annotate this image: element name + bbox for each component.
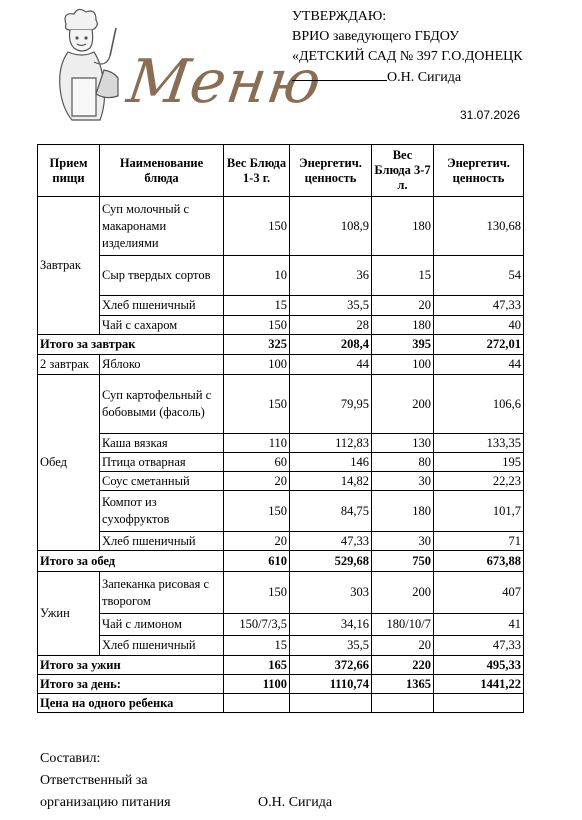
total-breakfast-row <box>38 335 524 355</box>
weight-1-cell: 150 <box>224 375 290 434</box>
table-row <box>38 532 524 551</box>
weight-2-cell: 15 <box>372 256 434 296</box>
responsible-label-1: Ответственный за <box>40 773 148 788</box>
weight-2-cell: 200 <box>372 375 434 434</box>
dish-cell: Соус сметанный <box>100 472 224 491</box>
weight-2-cell: 30 <box>372 472 434 491</box>
table-row <box>38 472 524 491</box>
total-weight-2: 220 <box>372 656 434 675</box>
total-energy-2: 1441,22 <box>434 675 524 694</box>
weight-1-cell: 20 <box>224 532 290 551</box>
price-row <box>38 694 524 713</box>
total-day-row <box>38 675 524 694</box>
total-energy-2: 673,88 <box>434 551 524 572</box>
approve-organization: «ДЕТСКИЙ САД № 397 Г.О.ДОНЕЦК <box>292 49 523 64</box>
table-row <box>38 316 524 335</box>
weight-1-cell: 10 <box>224 256 290 296</box>
approve-position: ВРИО заведующего ГБДОУ <box>292 29 460 44</box>
energy-2-cell: 54 <box>434 256 524 296</box>
dish-cell: Птица отварная <box>100 453 224 472</box>
table-row <box>38 491 524 532</box>
dish-cell: Хлеб пшеничный <box>100 296 224 316</box>
energy-1-cell: 35,5 <box>290 636 372 656</box>
table-header-row <box>38 145 524 197</box>
weight-2-cell: 130 <box>372 434 434 453</box>
total-weight-1: 325 <box>224 335 290 355</box>
approve-title: УТВЕРЖДАЮ: <box>292 9 387 24</box>
energy-2-cell: 130,68 <box>434 197 524 256</box>
header-weight-3-7: Вес Блюда 3-7 л. <box>372 145 434 197</box>
energy-2-cell: 44 <box>434 355 524 375</box>
table-row <box>38 614 524 636</box>
total-weight-1: 1100 <box>224 675 290 694</box>
total-weight-1: 610 <box>224 551 290 572</box>
total-label: Итого за ужин <box>38 656 224 675</box>
energy-1-cell: 79,95 <box>290 375 372 434</box>
total-weight-2: 1365 <box>372 675 434 694</box>
energy-2-cell: 133,35 <box>434 434 524 453</box>
total-label: Итого за обед <box>38 551 224 572</box>
dish-cell: Хлеб пшеничный <box>100 532 224 551</box>
table-row <box>38 355 524 375</box>
meal-dinner: Ужин <box>38 572 100 656</box>
price-label: Цена на одного ребенка <box>38 694 224 713</box>
weight-1-cell: 20 <box>224 472 290 491</box>
weight-2-cell: 200 <box>372 572 434 614</box>
price-cell <box>372 694 434 713</box>
energy-1-cell: 28 <box>290 316 372 335</box>
footer-signer: О.Н. Сигида <box>258 795 333 810</box>
table-row <box>38 375 524 434</box>
weight-1-cell: 150 <box>224 197 290 256</box>
energy-1-cell: 303 <box>290 572 372 614</box>
energy-2-cell: 106,6 <box>434 375 524 434</box>
energy-2-cell: 22,23 <box>434 472 524 491</box>
total-weight-2: 750 <box>372 551 434 572</box>
energy-2-cell: 47,33 <box>434 636 524 656</box>
energy-1-cell: 35,5 <box>290 296 372 316</box>
table-row <box>38 256 524 296</box>
weight-1-cell: 60 <box>224 453 290 472</box>
energy-1-cell: 44 <box>290 355 372 375</box>
energy-2-cell: 41 <box>434 614 524 636</box>
meal-second-breakfast: 2 завтрак <box>38 355 100 375</box>
header-dish: Наименование блюда <box>100 145 224 197</box>
dish-cell: Сыр твердых сортов <box>100 256 224 296</box>
footer <box>40 748 333 814</box>
energy-1-cell: 146 <box>290 453 372 472</box>
compiled-by-label: Составил: <box>40 751 101 766</box>
weight-1-cell: 150 <box>224 491 290 532</box>
total-dinner-row <box>38 656 524 675</box>
weight-1-cell: 15 <box>224 636 290 656</box>
table-row <box>38 636 524 656</box>
energy-1-cell: 36 <box>290 256 372 296</box>
weight-2-cell: 180 <box>372 316 434 335</box>
price-cell <box>434 694 524 713</box>
weight-2-cell: 180 <box>372 197 434 256</box>
table-row <box>38 572 524 614</box>
total-energy-1: 1110,74 <box>290 675 372 694</box>
responsible-row <box>40 792 333 814</box>
responsible-label-2: организацию питания <box>40 795 171 810</box>
total-weight-2: 395 <box>372 335 434 355</box>
energy-1-cell: 108,9 <box>290 197 372 256</box>
weight-1-cell: 150 <box>224 572 290 614</box>
price-cell <box>224 694 290 713</box>
approve-signature-line <box>292 67 523 88</box>
table-row <box>38 197 524 256</box>
energy-1-cell: 84,75 <box>290 491 372 532</box>
header-weight-1-3: Вес Блюда 1-3 г. <box>224 145 290 197</box>
total-energy-1: 208,4 <box>290 335 372 355</box>
total-energy-2: 495,33 <box>434 656 524 675</box>
energy-1-cell: 47,33 <box>290 532 372 551</box>
menu-title: Меню <box>123 47 327 117</box>
weight-1-cell: 100 <box>224 355 290 375</box>
energy-1-cell: 34,16 <box>290 614 372 636</box>
header-meal: Прием пищи <box>38 145 100 197</box>
weight-2-cell: 20 <box>372 636 434 656</box>
dish-cell: Компот из сухофруктов <box>100 491 224 532</box>
energy-2-cell: 71 <box>434 532 524 551</box>
energy-2-cell: 101,7 <box>434 491 524 532</box>
dish-cell: Яблоко <box>100 355 224 375</box>
energy-2-cell: 407 <box>434 572 524 614</box>
weight-2-cell: 20 <box>372 296 434 316</box>
total-label: Итого за день: <box>38 675 224 694</box>
weight-2-cell: 180/10/7 <box>372 614 434 636</box>
weight-1-cell: 15 <box>224 296 290 316</box>
weight-2-cell: 30 <box>372 532 434 551</box>
price-cell <box>290 694 372 713</box>
total-lunch-row <box>38 551 524 572</box>
total-energy-1: 372,66 <box>290 656 372 675</box>
menu-date: 31.07.2026 <box>460 108 521 122</box>
energy-2-cell: 195 <box>434 453 524 472</box>
table-row <box>38 296 524 316</box>
energy-2-cell: 47,33 <box>434 296 524 316</box>
weight-1-cell: 150/7/3,5 <box>224 614 290 636</box>
weight-2-cell: 100 <box>372 355 434 375</box>
dish-cell: Хлеб пшеничный <box>100 636 224 656</box>
total-energy-2: 272,01 <box>434 335 524 355</box>
weight-1-cell: 110 <box>224 434 290 453</box>
meal-breakfast: Завтрак <box>38 197 100 335</box>
dish-cell: Запеканка рисовая с творогом <box>100 572 224 614</box>
table-row <box>38 453 524 472</box>
dish-cell: Суп картофельный с бобовыми (фасоль) <box>100 375 224 434</box>
header-energy-1: Энергетич. ценность <box>290 145 372 197</box>
weight-1-cell: 150 <box>224 316 290 335</box>
chef-illustration <box>44 8 124 126</box>
dish-cell: Каша вязкая <box>100 434 224 453</box>
energy-1-cell: 14,82 <box>290 472 372 491</box>
dish-cell: Чай с лимоном <box>100 614 224 636</box>
approval-block <box>292 7 523 88</box>
energy-1-cell: 112,83 <box>290 434 372 453</box>
signature-underline <box>292 67 387 81</box>
meal-lunch: Обед <box>38 375 100 551</box>
total-energy-1: 529,68 <box>290 551 372 572</box>
energy-2-cell: 40 <box>434 316 524 335</box>
approve-signer: О.Н. Сигида <box>387 70 462 85</box>
total-weight-1: 165 <box>224 656 290 675</box>
weight-2-cell: 80 <box>372 453 434 472</box>
dish-cell: Чай с сахаром <box>100 316 224 335</box>
table-row <box>38 434 524 453</box>
menu-table <box>37 144 524 713</box>
weight-2-cell: 180 <box>372 491 434 532</box>
dish-cell: Суп молочный с макаронами изделиями <box>100 197 224 256</box>
total-label: Итого за завтрак <box>38 335 224 355</box>
header-energy-2: Энергетич. ценность <box>434 145 524 197</box>
